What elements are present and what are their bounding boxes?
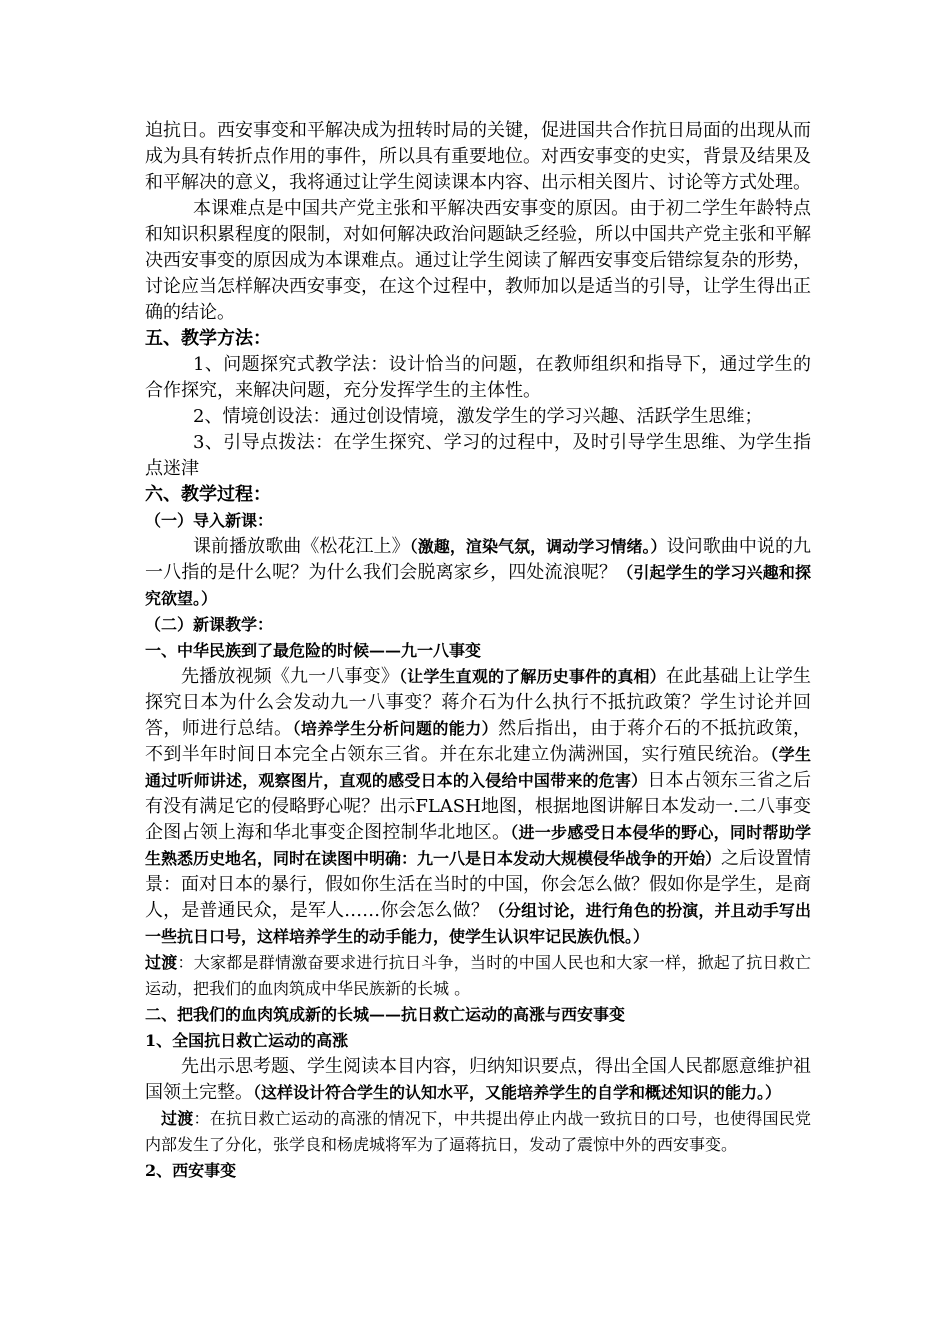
t1-note-f: （学生通过听师讲述，观察图片，直观的感受日本的入侵给中国带来的危害） bbox=[145, 745, 811, 790]
section-five-heading: 五、教学方法： bbox=[145, 328, 271, 349]
method-three: 3、引导点拨法：在学生探究、学习的过程中，及时引导学生思维、为学生指点迷津 bbox=[145, 432, 811, 479]
t1-note-b: （让学生直观的了解历史事件的真相） bbox=[399, 667, 666, 686]
t1-note-h: （进一步感受日本侵华的野心，同时帮助学生熟悉历史地名，同时在读图中明确：九一八是日本发动大规模侵华战争的开始） bbox=[145, 823, 811, 868]
transition-one-text: ：大家都是群情激奋要求进行抗日斗争，当时的中国人民也和大家一样，掀起了抗日救亡运动，把我们的血肉筑成中华民族新的长城 。 bbox=[145, 953, 811, 998]
topic-two-heading: 二、把我们的血肉筑成新的长城——抗日救亡运动的高涨与西安事变 bbox=[145, 1005, 626, 1024]
t1-note-j: （分组讨论，进行角色的扮演，并且动手写出一些抗日口号，这样培养学生的动手能力，使学生认识牢记民族仇恨。） bbox=[145, 901, 811, 946]
subtopic-one-heading: 1、全国抗日救亡运动的高涨 bbox=[145, 1031, 349, 1050]
lead-in-note-1: （激趣，渲染气氛，调动学习情绪。） bbox=[409, 537, 667, 556]
transition-one bbox=[145, 950, 811, 1002]
lead-in-question: 设问歌曲中说的九一八指的是什么呢？为什么我们会脱离家乡，四处流浪呢？ bbox=[145, 536, 811, 583]
document-page bbox=[145, 118, 811, 1184]
part-two-heading: （二）新课教学： bbox=[145, 615, 274, 634]
lead-in-note-2: （引起学生的学习兴趣和探究欲望。） bbox=[145, 563, 811, 608]
s1-text-a: 先出示思考题、学生阅读本目内容，归纳知识要点，得出全国人民都愿意维护祖国领土完整。 bbox=[145, 1056, 811, 1103]
topic-one-paragraph bbox=[145, 664, 811, 950]
s1-note-b: （这样设计符合学生的认知水平，又能培养学生的自学和概述知识的能力。） bbox=[253, 1083, 782, 1102]
transition-one-label: 过渡 bbox=[145, 953, 178, 972]
part-one-heading: （一）导入新课： bbox=[145, 511, 274, 530]
subtopic-two-heading: 2、西安事变 bbox=[145, 1161, 237, 1180]
t1-text-e: 然后指出，由于蒋介石的不抵抗政策，不到半年时间日本完全占领东三省。并在东北建立伪满洲国，实行殖民统治。 bbox=[145, 718, 812, 765]
t1-note-d: （培养学生分析问题的能力） bbox=[292, 719, 499, 738]
subtopic-one-paragraph bbox=[145, 1054, 811, 1106]
intro-paragraph: 迫抗日。西安事变和平解决成为扭转时局的关键，促进国共合作抗日局面的出现从而成为具有转折点作用的事件，所以具有重要地位。对西安事变的史实，背景及结果及和平解决的意义，我将通过让学生阅读课本内容、出示相关图片、讨论等方式处理。 bbox=[145, 120, 811, 193]
t1-text-a: 先播放视频《九一八事变》 bbox=[181, 666, 399, 687]
t1-text-c: 在此基础上让学生探究日本为什么会发动九一八事变？蒋介石为什么执行不抵抗政策？学生讨论并回答，师进行总结。 bbox=[145, 666, 811, 739]
topic-one-heading: 一、中华民族到了最危险的时候——九一八事变 bbox=[145, 641, 482, 660]
lead-in-song: 课前播放歌曲《松花江上》 bbox=[193, 536, 410, 557]
method-one: 1、问题探究式教学法：设计恰当的问题，在教师组织和指导下，通过学生的合作探究，来解决问题，充分发挥学生的主体性。 bbox=[145, 354, 811, 401]
transition-two-label: 过渡 bbox=[161, 1109, 194, 1128]
t1-text-g: 日本占领东三省之后有没有满足它的侵略野心呢？出示FLASH地图，根据地图讲解日本发动一.二八事变企图占领上海和华北事变企图控制华北地区。 bbox=[145, 770, 811, 843]
transition-two-text: ：在抗日救亡运动的高涨的情况下，中共提出停止内战一致抗日的口号，也使得国民党内部发生了分化，张学良和杨虎城将军为了逼蒋抗日，发动了震惊中外的西安事变。 bbox=[145, 1109, 811, 1154]
section-six-heading: 六、教学过程： bbox=[145, 484, 271, 505]
transition-two bbox=[145, 1106, 811, 1158]
difficulty-paragraph: 本课难点是中国共产党主张和平解决西安事变的原因。由于初二学生年龄特点和知识积累程度的限制，对如何解决政治问题缺乏经验，所以中国共产党主张和平解决西安事变的原因成为本课难点。通过让学生阅读了解西安事变后错综复杂的形势，讨论应当怎样解决西安事变，在这个过程中，教师加以是适当的引导，让学生得出正确的结论。 bbox=[145, 198, 811, 323]
method-two: 2、情境创设法：通过创设情境，激发学生的学习兴趣、活跃学生思维； bbox=[193, 406, 763, 427]
lead-in-paragraph bbox=[145, 534, 811, 612]
t1-text-i: 之后设置情景：面对日本的暴行，假如你生活在当时的中国，你会怎么做？假如你是学生，是商人，是普通民众，是军人……你会怎么做？ bbox=[145, 848, 812, 921]
